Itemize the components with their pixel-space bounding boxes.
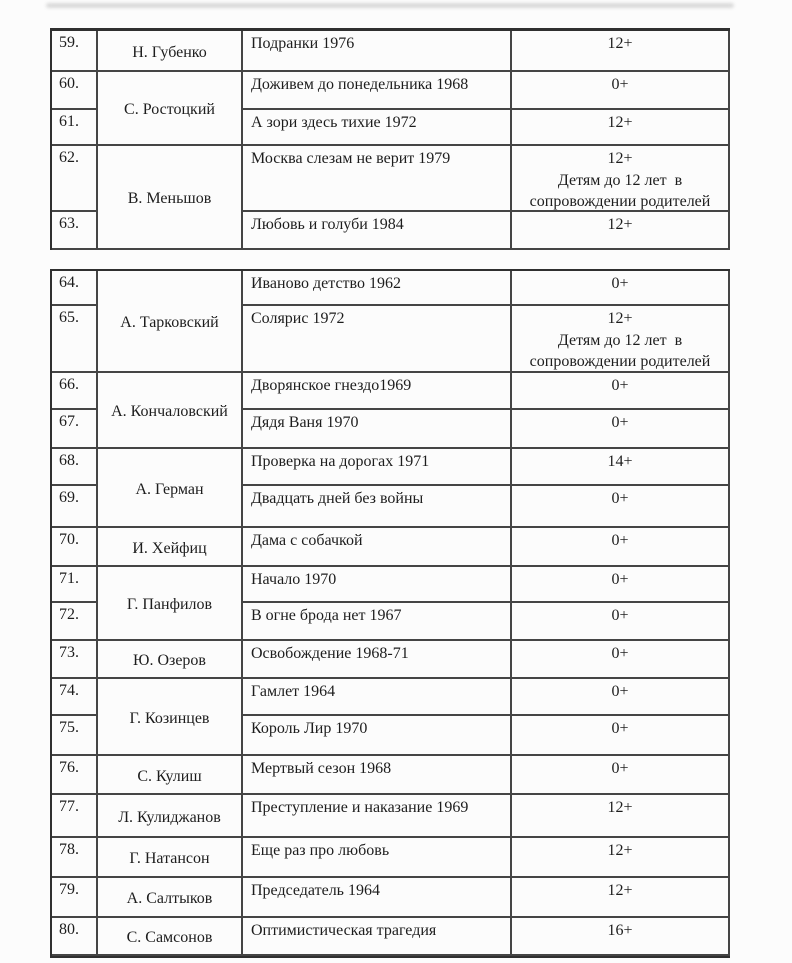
film-title-cell: Преступление и наказание 1969	[243, 795, 512, 838]
rating-note-line: Детям до 12 лет в	[557, 331, 683, 349]
age-rating: 0+	[611, 377, 629, 394]
row-number-cell: 65.	[52, 306, 98, 373]
film-title-cell: Еще раз про любовь	[243, 838, 512, 878]
film-title-cell: А зори здесь тихие 1972	[243, 110, 512, 146]
rating-cell	[512, 603, 730, 641]
rating-cell	[512, 271, 730, 306]
age-rating: 0+	[611, 76, 629, 93]
row-number-cell: 72.	[52, 603, 98, 641]
director-name-cell: А. Тарковский	[98, 271, 243, 373]
director-name-cell: В. Меньшов	[98, 146, 243, 250]
row-number-cell: 59.	[52, 31, 98, 72]
age-rating: 12+	[607, 216, 633, 233]
age-rating: 12+	[607, 882, 633, 899]
director-name-cell: Л. Кулиджанов	[98, 795, 243, 838]
age-rating: 0+	[611, 720, 629, 737]
row-number-cell: 71.	[52, 567, 98, 603]
row-number-cell: 67.	[52, 410, 98, 449]
rating-cell	[512, 146, 730, 212]
rating-cell	[512, 449, 730, 486]
rating-cell	[512, 641, 730, 679]
film-title-cell: Подранки 1976	[243, 31, 512, 72]
row-number-cell: 79.	[52, 878, 98, 918]
age-rating: 12+	[607, 310, 633, 327]
row-number-cell: 77.	[52, 795, 98, 838]
director-name-cell: И. Хейфиц	[98, 528, 243, 567]
director-name-cell: Ю. Озеров	[98, 641, 243, 679]
film-title-cell: Дама с собачкой	[243, 528, 512, 567]
film-title-cell: Проверка на дорогах 1971	[243, 449, 512, 486]
row-number-cell: 69.	[52, 486, 98, 528]
director-name-cell: Г. Панфилов	[98, 567, 243, 641]
director-name-cell: С. Ростоцкий	[98, 72, 243, 146]
film-title-cell: Двадцать дней без войны	[243, 486, 512, 528]
row-number-cell: 76.	[52, 756, 98, 795]
age-rating: 0+	[611, 490, 629, 507]
row-number-cell: 61.	[52, 110, 98, 146]
age-rating: 0+	[611, 645, 629, 662]
rating-cell	[512, 72, 730, 110]
age-rating: 12+	[607, 114, 633, 131]
rating-cell	[512, 679, 730, 716]
row-number-cell: 62.	[52, 146, 98, 212]
rating-cell	[512, 838, 730, 878]
rating-note-line: Детям до 12 лет в	[557, 171, 683, 189]
rating-cell	[512, 410, 730, 449]
rating-cell	[512, 373, 730, 410]
rating-cell	[512, 756, 730, 795]
rating-cell	[512, 110, 730, 146]
director-name-cell: А. Кончаловский	[98, 373, 243, 449]
film-title-cell: Мертвый сезон 1968	[243, 756, 512, 795]
film-title-cell: Дворянское гнездо1969	[243, 373, 512, 410]
films-table-2	[50, 269, 730, 958]
age-rating: 0+	[611, 760, 629, 777]
row-number-cell: 74.	[52, 679, 98, 716]
row-number-cell: 68.	[52, 449, 98, 486]
age-rating: 12+	[607, 150, 633, 167]
age-rating: 12+	[607, 35, 633, 52]
film-title-cell: Король Лир 1970	[243, 716, 512, 756]
rating-cell	[512, 31, 730, 72]
rating-note-line: сопровождении родителей	[529, 193, 711, 211]
rating-cell	[512, 716, 730, 756]
film-title-cell: Начало 1970	[243, 567, 512, 603]
row-number-cell: 64.	[52, 271, 98, 306]
film-title-cell: Дядя Ваня 1970	[243, 410, 512, 449]
age-rating: 0+	[611, 571, 629, 588]
age-rating: 12+	[607, 799, 633, 816]
rating-cell	[512, 567, 730, 603]
rating-cell	[512, 212, 730, 250]
rating-note-line: сопровождении родителей	[529, 353, 711, 371]
rating-cell	[512, 528, 730, 567]
row-number-cell: 73.	[52, 641, 98, 679]
age-rating: 12+	[607, 842, 633, 859]
age-rating: 14+	[607, 453, 633, 470]
page-top-scan-artifact	[46, 3, 734, 8]
rating-cell	[512, 795, 730, 838]
age-rating: 0+	[611, 683, 629, 700]
director-name-cell: Г. Натансон	[98, 838, 243, 878]
director-name-cell: С. Самсонов	[98, 918, 243, 956]
rating-cell	[512, 306, 730, 373]
film-title-cell: Москва слезам не верит 1979	[243, 146, 512, 212]
film-title-cell: Доживем до понедельника 1968	[243, 72, 512, 110]
rating-cell	[512, 918, 730, 956]
age-rating: 16+	[607, 922, 633, 939]
age-rating: 0+	[611, 607, 629, 624]
row-number-cell: 66.	[52, 373, 98, 410]
director-name-cell: С. Кулиш	[98, 756, 243, 795]
age-rating: 0+	[611, 275, 629, 292]
director-name-cell: А. Салтыков	[98, 878, 243, 918]
film-title-cell: Солярис 1972	[243, 306, 512, 373]
films-table-1	[50, 28, 730, 250]
film-title-cell: Председатель 1964	[243, 878, 512, 918]
row-number-cell: 78.	[52, 838, 98, 878]
film-title-cell: Освобождение 1968-71	[243, 641, 512, 679]
director-name-cell: Г. Козинцев	[98, 679, 243, 756]
row-number-cell: 60.	[52, 72, 98, 110]
row-number-cell: 70.	[52, 528, 98, 567]
row-number-cell: 63.	[52, 212, 98, 250]
row-number-cell: 80.	[52, 918, 98, 956]
row-number-cell: 75.	[52, 716, 98, 756]
rating-cell	[512, 878, 730, 918]
age-rating: 0+	[611, 532, 629, 549]
film-title-cell: Любовь и голуби 1984	[243, 212, 512, 250]
film-title-cell: Иваново детство 1962	[243, 271, 512, 306]
age-rating: 0+	[611, 414, 629, 431]
film-title-cell: В огне брода нет 1967	[243, 603, 512, 641]
director-name-cell: А. Герман	[98, 449, 243, 528]
film-title-cell: Гамлет 1964	[243, 679, 512, 716]
rating-cell	[512, 486, 730, 528]
director-name-cell: Н. Губенко	[98, 31, 243, 72]
film-title-cell: Оптимистическая трагедия	[243, 918, 512, 956]
